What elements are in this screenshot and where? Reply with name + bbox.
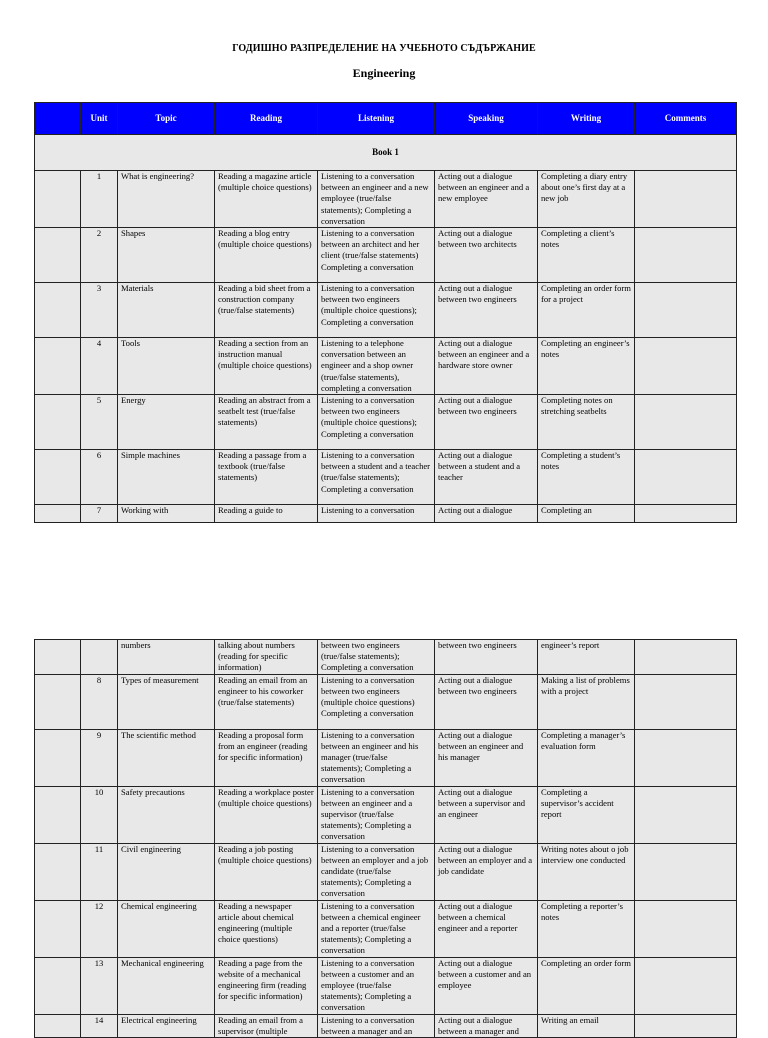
- comments-cell: [635, 505, 737, 523]
- blank-cell: [35, 900, 81, 957]
- speaking-cell: Acting out a dialogue between two architects: [435, 228, 538, 283]
- writing-cell: Completing a client’s notes: [538, 228, 635, 283]
- writing-cell: Completing a student’s notes: [538, 450, 635, 505]
- listening-cell: Listening to a conversation between an engineer and a supervisor (true/false statements); Completing a conversation: [318, 786, 435, 843]
- table-row: [35, 900, 737, 957]
- reading-cell: Reading an abstract from a seatbelt test (true/false statements): [215, 395, 318, 450]
- comments-cell: [635, 900, 737, 957]
- writing-cell: Completing an engineer’s notes: [538, 338, 635, 395]
- reading-cell: Reading a guide to: [215, 505, 318, 523]
- table-row: [35, 843, 737, 900]
- blank-cell: [35, 171, 81, 228]
- writing-cell: Making a list of problems with a project: [538, 674, 635, 729]
- column-header: Topic: [118, 103, 215, 135]
- comments-cell: [635, 228, 737, 283]
- blank-cell: [35, 843, 81, 900]
- speaking-cell: Acting out a dialogue between an employer and a job candidate: [435, 843, 538, 900]
- listening-cell: Listening to a conversation between two engineers (multiple choice questions); Completing a conversation: [318, 395, 435, 450]
- comments-cell: [635, 674, 737, 729]
- table-row: [35, 729, 737, 786]
- column-header: Listening: [318, 103, 435, 135]
- speaking-cell: Acting out a dialogue between a chemical engineer and a reporter: [435, 900, 538, 957]
- topic-cell: Energy: [118, 395, 215, 450]
- reading-cell: Reading a passage from a textbook (true/false statements): [215, 450, 318, 505]
- listening-cell: Listening to a conversation between an engineer and his manager (true/false statements); Completing a conversation: [318, 729, 435, 786]
- writing-cell: Writing notes about o job interview one conducted: [538, 843, 635, 900]
- comments-cell: [635, 338, 737, 395]
- blank-cell: [35, 957, 81, 1014]
- column-header: Speaking: [435, 103, 538, 135]
- listening-cell: Listening to a conversation between two engineers (multiple choice questions) Completing a conversation: [318, 674, 435, 729]
- unit-cell: 12: [81, 900, 118, 957]
- table-row: [35, 450, 737, 505]
- reading-cell: Reading a blog entry (multiple choice questions): [215, 228, 318, 283]
- comments-cell: [635, 171, 737, 228]
- blank-cell: [35, 505, 81, 523]
- unit-cell: 13: [81, 957, 118, 1014]
- listening-cell: Listening to a conversation between a chemical engineer and a reporter (true/false statements); Completing a conversation: [318, 900, 435, 957]
- topic-cell: numbers: [118, 640, 215, 675]
- reading-cell: Reading a magazine article (multiple choice questions): [215, 171, 318, 228]
- table-row: [35, 283, 737, 338]
- writing-cell: engineer’s report: [538, 640, 635, 675]
- column-header: Comments: [635, 103, 737, 135]
- writing-cell: Completing an: [538, 505, 635, 523]
- table-row: [35, 674, 737, 729]
- reading-cell: talking about numbers (reading for specific information): [215, 640, 318, 675]
- reading-cell: Reading a proposal form from an engineer (reading for specific information): [215, 729, 318, 786]
- writing-cell: Completing a manager’s evaluation form: [538, 729, 635, 786]
- topic-cell: Safety precautions: [118, 786, 215, 843]
- reading-cell: Reading a newspaper article about chemical engineering (multiple choice questions): [215, 900, 318, 957]
- document-title: ГОДИШНО РАЗПРЕДЕЛЕНИЕ НА УЧЕБНОТО СЪДЪРЖАНИЕ: [232, 43, 536, 54]
- writing-cell: Completing notes on stretching seatbelts: [538, 395, 635, 450]
- blank-cell: [35, 729, 81, 786]
- unit-cell: 9: [81, 729, 118, 786]
- listening-cell: Listening to a conversation between a manager and an: [318, 1014, 435, 1037]
- table-row: [35, 786, 737, 843]
- writing-cell: Completing a reporter’s notes: [538, 900, 635, 957]
- unit-cell: [81, 640, 118, 675]
- unit-cell: 1: [81, 171, 118, 228]
- blank-cell: [35, 283, 81, 338]
- listening-cell: Listening to a conversation between an architect and her client (true/false statements) Completing a conversation: [318, 228, 435, 283]
- comments-cell: [635, 1014, 737, 1037]
- topic-cell: The scientific method: [118, 729, 215, 786]
- topic-cell: Civil engineering: [118, 843, 215, 900]
- comments-cell: [635, 957, 737, 1014]
- speaking-cell: Acting out a dialogue between a supervisor and an engineer: [435, 786, 538, 843]
- comments-cell: [635, 450, 737, 505]
- unit-cell: 2: [81, 228, 118, 283]
- table-header-row: [35, 103, 737, 135]
- comments-cell: [635, 786, 737, 843]
- column-header: Unit: [81, 103, 118, 135]
- blank-cell: [35, 395, 81, 450]
- comments-cell: [635, 395, 737, 450]
- unit-cell: 8: [81, 674, 118, 729]
- comments-cell: [635, 729, 737, 786]
- speaking-cell: Acting out a dialogue between two engineers: [435, 395, 538, 450]
- table-row: [35, 171, 737, 228]
- speaking-cell: Acting out a dialogue between an engineer and a new employee: [435, 171, 538, 228]
- blank-cell: [35, 640, 81, 675]
- speaking-cell: Acting out a dialogue between an engineer and a hardware store owner: [435, 338, 538, 395]
- topic-cell: Simple machines: [118, 450, 215, 505]
- table-row: [35, 228, 737, 283]
- speaking-cell: Acting out a dialogue between an engineer and his manager: [435, 729, 538, 786]
- table-row: [35, 640, 737, 675]
- column-header: [35, 103, 81, 135]
- writing-cell: Writing an email: [538, 1014, 635, 1037]
- unit-cell: 5: [81, 395, 118, 450]
- comments-cell: [635, 843, 737, 900]
- blank-cell: [35, 338, 81, 395]
- reading-cell: Reading a section from an instruction manual (multiple choice questions): [215, 338, 318, 395]
- unit-cell: 4: [81, 338, 118, 395]
- blank-cell: [35, 674, 81, 729]
- speaking-cell: Acting out a dialogue between a customer and an employee: [435, 957, 538, 1014]
- listening-cell: Listening to a conversation: [318, 505, 435, 523]
- listening-cell: Listening to a conversation between an employer and a job candidate (true/false statements); Completing a conversation: [318, 843, 435, 900]
- topic-cell: Shapes: [118, 228, 215, 283]
- column-header: Reading: [215, 103, 318, 135]
- reading-cell: Reading an email from a supervisor (multiple: [215, 1014, 318, 1037]
- topic-cell: Electrical engineering: [118, 1014, 215, 1037]
- reading-cell: Reading a workplace poster (multiple choice questions): [215, 786, 318, 843]
- topic-cell: Types of measurement: [118, 674, 215, 729]
- topic-cell: Mechanical engineering: [118, 957, 215, 1014]
- topic-cell: Tools: [118, 338, 215, 395]
- writing-cell: Completing an order form: [538, 957, 635, 1014]
- writing-cell: Completing a supervisor’s accident report: [538, 786, 635, 843]
- listening-cell: Listening to a conversation between an engineer and a new employee (true/false statements); Completing a conversation: [318, 171, 435, 228]
- speaking-cell: Acting out a dialogue: [435, 505, 538, 523]
- reading-cell: Reading an email from an engineer to his coworker (true/false statements): [215, 674, 318, 729]
- speaking-cell: between two engineers: [435, 640, 538, 675]
- topic-cell: Working with: [118, 505, 215, 523]
- listening-cell: Listening to a conversation between two engineers (multiple choice questions); Completing a conversation: [318, 283, 435, 338]
- speaking-cell: Acting out a dialogue between two engineers: [435, 674, 538, 729]
- book-row: [35, 135, 737, 171]
- table-row: [35, 1014, 737, 1037]
- reading-cell: Reading a bid sheet from a construction company (true/false statements): [215, 283, 318, 338]
- listening-cell: Listening to a telephone conversation between an engineer and a shop owner (true/false statements), completing a conversation: [318, 338, 435, 395]
- curriculum-table-page-1: [34, 102, 737, 523]
- topic-cell: What is engineering?: [118, 171, 215, 228]
- reading-cell: Reading a job posting (multiple choice questions): [215, 843, 318, 900]
- topic-cell: Materials: [118, 283, 215, 338]
- unit-cell: 10: [81, 786, 118, 843]
- listening-cell: Listening to a conversation between a student and a teacher (true/false statements); Completing a conversation: [318, 450, 435, 505]
- table-row: [35, 338, 737, 395]
- reading-cell: Reading a page from the website of a mechanical engineering firm (reading for specific information): [215, 957, 318, 1014]
- blank-cell: [35, 228, 81, 283]
- listening-cell: Listening to a conversation between a customer and an employee (true/false statements); Completing a conversation: [318, 957, 435, 1014]
- document-subject: Engineering: [352, 66, 416, 80]
- listening-cell: between two engineers (true/false statements); Completing a conversation: [318, 640, 435, 675]
- topic-cell: Chemical engineering: [118, 900, 215, 957]
- blank-cell: [35, 450, 81, 505]
- unit-cell: 11: [81, 843, 118, 900]
- table-row: [35, 395, 737, 450]
- writing-cell: Completing a diary entry about one’s first day at a new job: [538, 171, 635, 228]
- table-row: [35, 957, 737, 1014]
- comments-cell: [635, 283, 737, 338]
- speaking-cell: Acting out a dialogue between a manager and: [435, 1014, 538, 1037]
- comments-cell: [635, 640, 737, 675]
- book-label: Book 1: [35, 135, 737, 171]
- column-header: Writing: [538, 103, 635, 135]
- writing-cell: Completing an order form for a project: [538, 283, 635, 338]
- speaking-cell: Acting out a dialogue between two engineers: [435, 283, 538, 338]
- speaking-cell: Acting out a dialogue between a student and a teacher: [435, 450, 538, 505]
- blank-cell: [35, 786, 81, 843]
- unit-cell: 7: [81, 505, 118, 523]
- unit-cell: 6: [81, 450, 118, 505]
- blank-cell: [35, 1014, 81, 1037]
- unit-cell: 14: [81, 1014, 118, 1037]
- curriculum-table-page-2: [34, 639, 737, 1038]
- table-row: [35, 505, 737, 523]
- unit-cell: 3: [81, 283, 118, 338]
